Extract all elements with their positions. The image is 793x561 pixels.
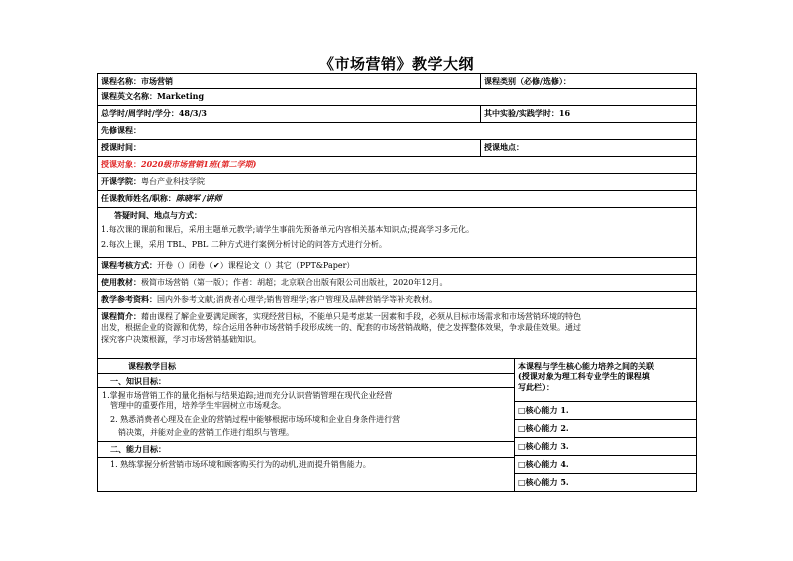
row-exam bbox=[98, 258, 696, 275]
course-type-cell bbox=[481, 74, 696, 88]
capabilities-header bbox=[515, 359, 696, 401]
row-audience bbox=[98, 157, 696, 174]
intro-line-1-cell bbox=[98, 309, 696, 322]
knowledge-item-2a: 2. 熟悉消费者心理及在企业的营销过程中能够根据市场环境和企业自身条件进行营 bbox=[110, 414, 401, 424]
capability-item-5[interactable] bbox=[515, 473, 696, 491]
capability-item-1-label: □核心能力 1. bbox=[518, 405, 569, 416]
ability-item-1: 1. 熟练掌握分析营销市场环境和顾客购买行为的动机,进而提升销售能力。 bbox=[110, 459, 371, 469]
capability-item-2[interactable] bbox=[515, 419, 696, 437]
textbook-label: 使用教材： bbox=[101, 277, 141, 287]
intro-label: 课程简介： bbox=[101, 311, 141, 321]
row-refs bbox=[98, 292, 696, 309]
hours-cell bbox=[98, 106, 481, 122]
dept-value: 粤台产业科技学院 bbox=[141, 177, 205, 186]
course-en-value: Marketing bbox=[157, 91, 205, 101]
capability-item-3[interactable] bbox=[515, 437, 696, 455]
place-cell bbox=[481, 140, 696, 156]
row-course-name bbox=[98, 74, 696, 89]
row-time-place bbox=[98, 140, 696, 157]
knowledge-item-1a: 1.掌握市场营销工作的量化指标与结果追踪;进而充分认识营销管理在现代企业经营 bbox=[102, 390, 393, 400]
teacher-value: 陈晓军 /讲师 bbox=[175, 193, 222, 203]
course-en-cell bbox=[98, 89, 696, 105]
objectives-panel bbox=[98, 359, 515, 491]
row-course-en bbox=[98, 89, 696, 106]
time-cell bbox=[98, 140, 481, 156]
lab-hours-cell bbox=[481, 106, 696, 122]
textbook-value: 极简市场营销（第一版）；作者：胡超；北京联合出版有限公司出版社，2020年12月。 bbox=[141, 278, 448, 287]
course-type-label: 课程类别（必修/选修）： bbox=[484, 76, 571, 86]
capabilities-header-line-2: (授课对象为理工科专业学生的课程填 bbox=[518, 371, 650, 382]
refs-cell bbox=[98, 292, 696, 308]
row-teacher bbox=[98, 191, 696, 208]
teacher-label: 任课教师姓名/职称： bbox=[101, 193, 176, 203]
audience-value: 2020级市场营销1班(第二学期) bbox=[141, 159, 257, 169]
ability-title: 二、能力目标： bbox=[110, 444, 166, 455]
capability-item-3-label: □核心能力 3. bbox=[518, 441, 569, 452]
row-dept bbox=[98, 174, 696, 191]
dept-cell bbox=[98, 174, 696, 190]
syllabus-table bbox=[97, 73, 697, 492]
intro-line-2: 出发，根据企业的资源和优势，综合运用各种市场营销手段形成统一的、配套的市场营销战略，使之发挥整体效果，争求最佳效果。通过 bbox=[101, 323, 581, 333]
course-name-value: 市场营销 bbox=[141, 76, 173, 86]
row-objectives bbox=[98, 359, 696, 491]
knowledge-title: 一、知识目标： bbox=[110, 376, 166, 387]
row-textbook bbox=[98, 275, 696, 292]
place-label: 授课地点： bbox=[484, 142, 524, 152]
course-name-cell bbox=[98, 74, 481, 88]
capabilities-header-line-1: 本课程与学生核心能力培养之间的关联 bbox=[518, 361, 654, 371]
course-en-label: 课程英文名称： bbox=[101, 91, 157, 101]
refs-value: 国内外参考文献;消费者心理学;销售管理学;客户管理及品牌营销学等补充教材。 bbox=[157, 295, 438, 304]
objectives-header: 课程教学目标 bbox=[128, 361, 176, 371]
time-label: 授课时间： bbox=[101, 142, 141, 152]
refs-label: 教学参考资料： bbox=[101, 294, 157, 304]
qa-line-1: 1.每次课的课前和课后，采用主题单元教学;请学生事前先预备单元内容相关基本知识点;提高学习多元化。 bbox=[101, 225, 475, 235]
intro-line-3: 探究客户决策根源，学习市场营销基础知识。 bbox=[101, 334, 261, 344]
row-intro bbox=[98, 309, 696, 359]
row-qa bbox=[98, 208, 696, 258]
capability-item-2-label: □核心能力 2. bbox=[518, 423, 569, 434]
dept-label: 开课学院： bbox=[101, 176, 141, 186]
qa-line-2: 2.每次上课，采用 TBL、PBL 二种方式进行案例分析讨论的问答方式进行分析。 bbox=[101, 239, 387, 249]
knowledge-item-1b: 管理中的重要作用，培养学生牢固树立市场观念。 bbox=[110, 401, 286, 411]
course-name-label: 课程名称： bbox=[101, 76, 141, 86]
capability-item-1[interactable] bbox=[515, 401, 696, 419]
qa-label: 答疑时间、地点与方式： bbox=[114, 210, 202, 220]
lab-hours-label: 其中实验/实践学时： bbox=[484, 108, 559, 118]
hours-value: 48/3/3 bbox=[178, 108, 207, 118]
qa-label-cell bbox=[98, 208, 696, 223]
capabilities-panel bbox=[515, 359, 696, 491]
textbook-cell bbox=[98, 275, 696, 291]
capabilities-header-line-3: 写此栏）： bbox=[518, 381, 554, 392]
teacher-cell bbox=[98, 191, 696, 207]
hours-label: 总学时/周学时/学分： bbox=[101, 108, 179, 118]
exam-label: 课程考核方式： bbox=[101, 260, 157, 270]
exam-cell bbox=[98, 258, 696, 274]
capability-item-5-label: □核心能力 5. bbox=[518, 477, 569, 488]
audience-cell bbox=[98, 157, 696, 173]
lab-hours-value: 16 bbox=[558, 108, 571, 118]
intro-line-1: 藉由课程了解企业要满足顾客，实现经营目标，不能单只是考虑某一因素和手段，必须从目标市场需求和市场营销环境的特色 bbox=[141, 312, 581, 321]
capability-item-4-label: □核心能力 4. bbox=[518, 459, 569, 470]
row-prereq bbox=[98, 123, 696, 140]
row-hours bbox=[98, 106, 696, 123]
prereq-label: 先修课程： bbox=[101, 125, 141, 135]
prereq-cell bbox=[98, 123, 696, 139]
knowledge-item-2b: 销决策，并能对企业的营销工作进行组织与管理。 bbox=[118, 427, 294, 437]
capability-item-4[interactable] bbox=[515, 455, 696, 473]
exam-value: 开卷（）闭卷（✔）课程论文（）其它（PPT&Paper） bbox=[157, 261, 355, 270]
audience-label: 授课对象： bbox=[101, 159, 141, 169]
page-title: 《市场营销》教学大纲 bbox=[318, 55, 474, 73]
